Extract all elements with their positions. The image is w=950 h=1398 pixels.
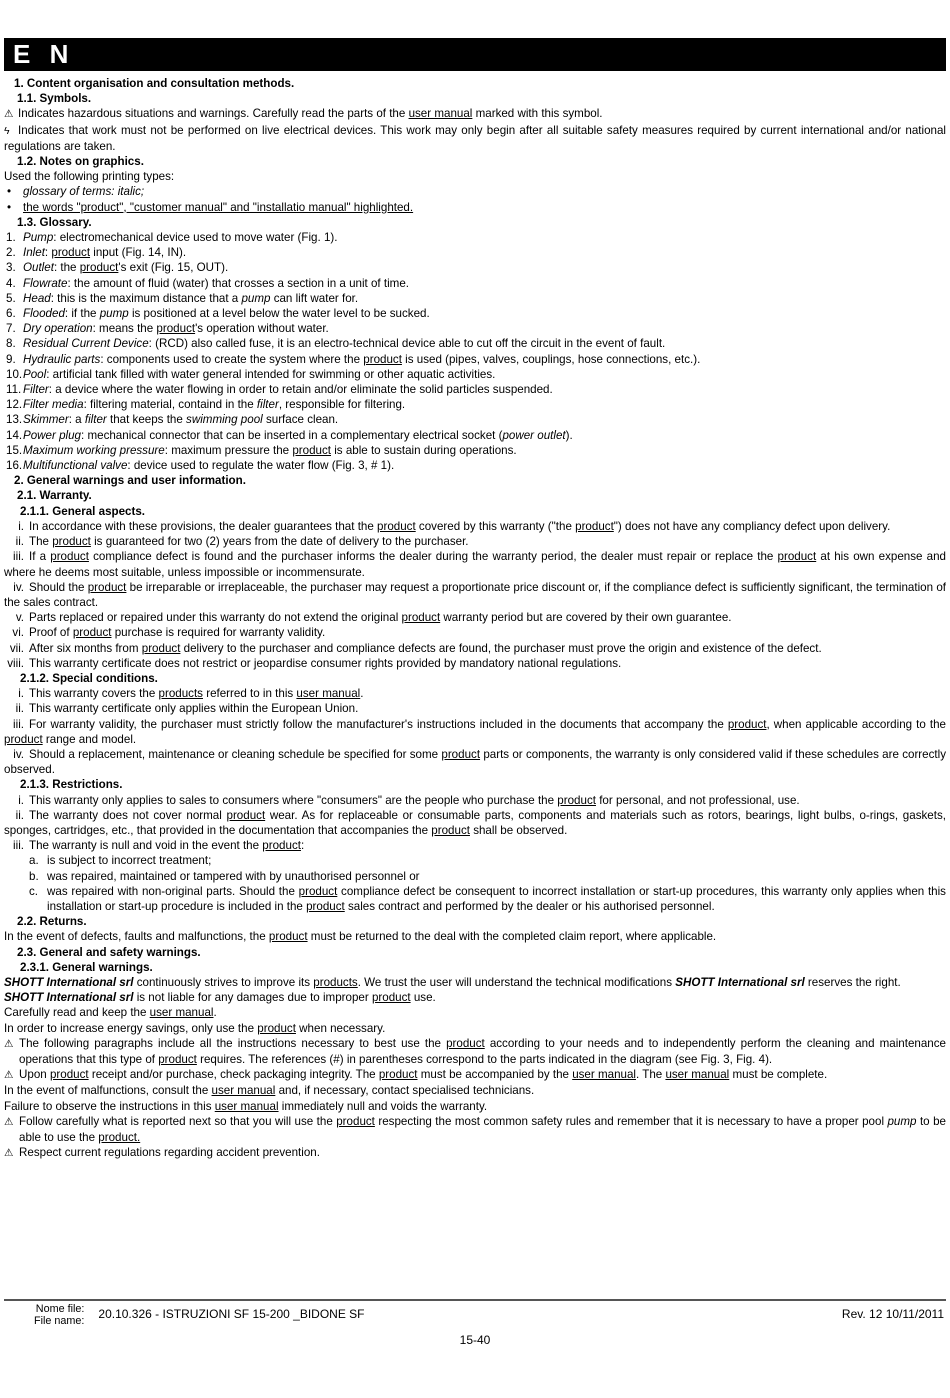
- bullet-icon: •: [7, 185, 12, 199]
- text-run: .: [360, 687, 364, 701]
- text-run: product: [141, 641, 181, 655]
- list-item: [4, 291, 946, 306]
- section-heading: [4, 154, 946, 169]
- text-run: compliance defect be consequent to incorrect installation or start-up procedures, this warranty only applies when this installation or start-up procedure is included in the: [47, 884, 946, 913]
- list-item: [4, 184, 946, 199]
- list-item: [4, 808, 946, 838]
- text-run: user manual: [408, 107, 473, 121]
- text-run: Filter media: [23, 398, 84, 412]
- text-run: that keeps the: [106, 413, 187, 427]
- text-run: 2.3.1. General warnings.: [20, 960, 153, 974]
- list-marker: 6.: [6, 307, 16, 321]
- list-marker: ii.: [15, 702, 24, 716]
- warning-triangle-icon: ⚠: [4, 1147, 14, 1160]
- section-heading: [4, 914, 946, 929]
- list-item: [4, 869, 946, 884]
- text-run: 2.1.1. General aspects.: [20, 504, 146, 518]
- list-marker: c.: [29, 884, 39, 898]
- list-item: [4, 412, 946, 427]
- text-run: is guaranteed for two (2) years from the date of delivery to the purchaser.: [90, 535, 469, 549]
- list-item: [4, 397, 946, 412]
- list-item: [4, 382, 946, 397]
- text-run: must be complete.: [729, 1068, 828, 1082]
- text-run: product: [377, 519, 416, 533]
- list-item: [4, 306, 946, 321]
- text-run: according to your needs and to independently perform the cleaning and maintenance operations that this type of: [19, 1036, 946, 1066]
- list-marker: vi.: [12, 626, 24, 640]
- text-run: product: [446, 1036, 485, 1050]
- text-run: SHOTT International srl: [4, 975, 134, 989]
- text-run: Failure to observe the instructions in this: [4, 1099, 215, 1113]
- file-label-italian: Nome file:: [35, 1303, 85, 1315]
- text-run: product: [51, 246, 91, 260]
- list-marker: iii.: [13, 550, 24, 564]
- text-run: product: [292, 443, 331, 457]
- text-run: : if the: [64, 307, 100, 321]
- text-run: marked with this symbol.: [472, 107, 603, 121]
- text-run: Hydraulic parts: [23, 352, 101, 366]
- list-marker: 10.: [6, 367, 23, 381]
- text-run: immediately null and voids the warranty.: [278, 1099, 488, 1113]
- text-run: can lift water for.: [270, 291, 359, 305]
- warning-paragraph: [4, 1145, 946, 1161]
- list-item: [4, 230, 946, 245]
- text-run: Multifunctional valve: [23, 459, 128, 473]
- text-run: wear. As for replaceable or consumable parts, components and materials such as rotors, bearings, light bulbs, o-rings, gaskets, sponges, cartridges, etc., that provided in the documentation that accompanies the: [4, 808, 946, 837]
- section-heading: [4, 76, 946, 91]
- text-run: Inlet: [23, 246, 45, 260]
- text-run: must be accompanied by the: [417, 1068, 573, 1082]
- list-item: [4, 458, 946, 473]
- text-run: product: [777, 550, 817, 564]
- file-name: 20.10.326 - ISTRUZIONI SF 15-200 _BIDONE SF: [98, 1307, 365, 1322]
- list-marker: i.: [18, 793, 24, 807]
- text-run: product: [49, 1068, 89, 1082]
- text-run: Flowrate: [23, 276, 68, 290]
- text-run: product: [262, 839, 301, 853]
- text-run: warranty period but are covered by their own guarantee.: [440, 611, 732, 625]
- text-run: input (Fig. 14, IN).: [90, 246, 187, 260]
- list-marker: i.: [18, 687, 24, 701]
- text-run: Head: [23, 291, 51, 305]
- manual-page: [0, 38, 950, 1347]
- list-item: [4, 610, 946, 625]
- list-marker: iii.: [13, 839, 24, 853]
- text-run: product: [431, 823, 470, 837]
- text-run: 's exit (Fig. 15, OUT).: [118, 261, 229, 275]
- text-run: at his own expense and where he deems most suitable, unless impossible or incommensurate.: [4, 550, 947, 579]
- text-run: After six months from: [29, 641, 142, 655]
- section-heading: [4, 504, 946, 519]
- list-marker: iii.: [13, 717, 24, 731]
- text-run: user manual: [665, 1068, 730, 1082]
- text-run: Upon: [19, 1068, 50, 1082]
- list-marker: i.: [18, 519, 24, 533]
- list-marker: iv.: [13, 747, 24, 761]
- text-run: swimming pool: [186, 413, 263, 427]
- text-run: : a device where the water flowing in order to retain and/or eliminate the solid particles suspended.: [48, 383, 553, 397]
- text-run: product: [557, 793, 596, 807]
- paragraph: [4, 1021, 946, 1036]
- section-heading: [4, 91, 946, 106]
- text-run: requires. The references (#) in parentheses correspond to the parts indicated in the diagram (see Fig. 3, Fig. 4).: [196, 1053, 773, 1066]
- text-run: reserves the right.: [804, 975, 901, 989]
- list-item: [4, 625, 946, 640]
- bullet-icon: •: [7, 200, 12, 214]
- list-item: [4, 200, 946, 215]
- text-run: This warranty only applies to sales to consumers where "consumers" are the people who purchase the: [29, 793, 558, 807]
- text-run: product: [52, 535, 91, 549]
- list-item: [4, 686, 946, 701]
- text-run: is positioned at a level below the water level to be sucked.: [128, 307, 430, 321]
- file-labels: [34, 1303, 84, 1327]
- page-number: 15-40: [459, 1333, 491, 1347]
- text-run: :: [300, 839, 305, 853]
- text-run: 2.1.2. Special conditions.: [20, 671, 158, 685]
- text-run: : maximum pressure the: [164, 443, 293, 457]
- text-run: : this is the maximum distance that a: [50, 291, 242, 305]
- text-run: when necessary.: [295, 1021, 386, 1035]
- text-run: pump: [887, 1114, 917, 1128]
- warning-paragraph: [4, 1114, 946, 1145]
- text-run: sales contract and performed by the dealer or his authorised personnel.: [344, 899, 715, 913]
- text-run: Residual Current Device: [23, 337, 149, 351]
- text-run: range and model.: [42, 732, 137, 746]
- section-heading: [4, 960, 946, 975]
- list-item: [4, 443, 946, 458]
- text-run: receipt and/or purchase, check packaging integrity. The: [88, 1068, 379, 1082]
- paragraph: [4, 975, 946, 990]
- text-run: product: [87, 580, 127, 594]
- text-run: product: [268, 930, 308, 944]
- language-header-bar: [4, 38, 946, 71]
- section-heading: [4, 945, 946, 960]
- text-run: : device used to regulate the water flow (Fig. 3, # 1).: [127, 459, 395, 473]
- text-run: product: [257, 1021, 296, 1035]
- document-body: [4, 76, 946, 1161]
- list-marker: vii.: [9, 641, 24, 655]
- warning-triangle-icon: ⚠: [4, 1115, 14, 1128]
- text-run: purchase is required for warranty validity.: [111, 626, 326, 640]
- text-run: user manual: [296, 687, 361, 701]
- text-run: delivery to the purchaser and compliance defects are found, the purchaser must prove the origin and existence of the defect.: [180, 641, 822, 655]
- file-label-english: File name:: [34, 1315, 85, 1327]
- section-heading: [4, 473, 946, 488]
- text-run: , when applicable according to the: [766, 717, 946, 731]
- list-item: [4, 260, 946, 275]
- text-run: respecting the most common safety rules and remember that it is necessary to have a proper pool: [374, 1114, 888, 1128]
- warning-paragraph: [4, 123, 946, 154]
- text-run: This warranty covers the: [29, 687, 159, 701]
- text-run: In order to increase energy savings, only use the: [4, 1021, 258, 1035]
- text-run: ") does not have any compliancy defect upon delivery.: [613, 519, 891, 533]
- paragraph: [4, 929, 946, 944]
- list-marker: ii.: [15, 535, 24, 549]
- list-marker: 15.: [6, 443, 23, 457]
- list-marker: v.: [15, 611, 24, 625]
- list-item: [4, 793, 946, 808]
- text-run: product: [363, 352, 402, 366]
- text-run: be irreparable or irreplaceable, the purchaser may request a proportionate price discount or, if the compliance defect is sufficiently significant, the termination of the sales contract.: [4, 580, 946, 609]
- electrical-hazard-icon: ϟ: [4, 124, 10, 137]
- text-run: pump: [241, 291, 271, 305]
- text-run: filter: [84, 413, 107, 427]
- text-run: In accordance with these provisions, the dealer guarantees that the: [29, 519, 378, 533]
- section-heading: [4, 671, 946, 686]
- text-run: 1. Content organisation and consultation methods.: [14, 77, 295, 90]
- text-run: In the event of malfunctions, consult the: [4, 1084, 212, 1098]
- text-run: Carefully read and keep the: [4, 1006, 150, 1020]
- text-run: compliance defect is found and the purchaser informs the dealer during the warranty period, the dealer must repair or replace the: [88, 550, 778, 564]
- text-run: was repaired with non-original parts. Should the: [47, 884, 299, 898]
- language-label: E N: [13, 39, 75, 69]
- text-run: product: [79, 261, 119, 275]
- list-marker: ii.: [15, 808, 24, 822]
- list-marker: 11.: [6, 383, 22, 397]
- list-marker: 1.: [6, 231, 16, 245]
- text-run: and, if necessary, contact specialised technicians.: [275, 1084, 535, 1098]
- text-run: shall be observed.: [469, 823, 568, 837]
- text-run: to be able to use the: [19, 1114, 946, 1145]
- warning-triangle-icon: ⚠: [4, 108, 14, 121]
- text-run: for personal, and not professional, use.: [595, 793, 800, 807]
- text-run: Flooded: [23, 307, 65, 321]
- text-run: covered by this warranty ("the: [415, 519, 576, 533]
- list-marker: 3.: [6, 261, 16, 275]
- text-run: parts or components, the warranty is only considered valid if these schedules are correctly observed.: [4, 747, 946, 777]
- text-run: product: [72, 626, 112, 640]
- revision-label: Rev. 12 10/11/2011: [841, 1307, 944, 1322]
- text-run: The following paragraphs include all the instructions necessary to best use the: [19, 1036, 447, 1050]
- text-run: is able to sustain during operations.: [331, 443, 517, 457]
- text-run: : the: [53, 261, 80, 275]
- text-run: filter: [256, 398, 279, 412]
- text-run: Pump: [23, 231, 54, 245]
- paragraph: [4, 169, 946, 184]
- text-run: user manual: [214, 1099, 279, 1113]
- text-run: ).: [565, 428, 573, 442]
- list-item: [4, 838, 946, 853]
- text-run: Parts replaced or repaired under this warranty do not extend the original: [29, 611, 402, 625]
- list-marker: 13.: [6, 413, 23, 427]
- list-item: [4, 884, 946, 914]
- text-run: 2.1. Warranty.: [17, 489, 92, 503]
- text-run: 2.1.3. Restrictions.: [20, 778, 123, 792]
- list-marker: viii.: [7, 656, 24, 670]
- text-run: product: [727, 717, 767, 731]
- text-run: , responsible for filtering.: [278, 398, 406, 412]
- list-marker: 12.: [6, 398, 23, 412]
- warning-triangle-icon: ⚠: [4, 1069, 14, 1082]
- text-run: : the amount of fluid (water) that crosses a section in a unit of time.: [67, 276, 410, 290]
- text-run: Pool: [23, 367, 47, 381]
- text-run: . The: [636, 1068, 666, 1082]
- text-run: SHOTT International srl: [4, 991, 134, 1005]
- warning-triangle-icon: ⚠: [4, 1037, 14, 1050]
- list-item: [4, 428, 946, 443]
- text-run: Respect current regulations regarding accident prevention.: [19, 1146, 320, 1160]
- list-item: [4, 853, 946, 868]
- list-item: [4, 656, 946, 671]
- text-run: : mechanical connector that can be inserted in a complementary electrical socket (: [81, 428, 503, 442]
- text-run: is not liable for any damages due to improper: [133, 991, 372, 1005]
- text-run: product: [4, 732, 43, 746]
- text-run: Used the following printing types:: [4, 170, 175, 184]
- text-run: Filter: [23, 383, 49, 397]
- text-run: product: [50, 550, 89, 564]
- list-item: [4, 519, 946, 534]
- text-run: : means the: [92, 322, 157, 336]
- text-run: referred to in this: [202, 687, 297, 701]
- text-run: Proof of: [29, 626, 73, 640]
- list-marker: a.: [29, 854, 39, 868]
- text-run: product: [158, 1053, 197, 1066]
- text-run: power outlet: [502, 428, 566, 442]
- list-marker: 9.: [6, 352, 16, 366]
- text-run: product: [575, 519, 614, 533]
- text-run: 2.3. General and safety warnings.: [17, 945, 201, 959]
- text-run: 2. General warnings and user information.: [14, 474, 246, 488]
- text-run: product: [441, 747, 481, 761]
- text-run: 1.3. Glossary.: [17, 215, 92, 229]
- text-run: In the event of defects, faults and malfunctions, the: [4, 930, 269, 944]
- text-run: : a: [68, 413, 85, 427]
- text-run: user manual: [211, 1084, 276, 1098]
- text-run: surface clean.: [262, 413, 339, 427]
- text-run: : (RCD) also called fuse, it is an electro-technical device able to cut off the circuit in the event of fault.: [148, 337, 666, 351]
- text-run: Should the: [29, 580, 88, 594]
- list-item: [4, 367, 946, 382]
- text-run: SHOTT International srl: [675, 975, 805, 989]
- text-run: : artificial tank filled with water general intended for swimming or other aquatic activities.: [46, 367, 496, 381]
- text-run: products: [158, 687, 203, 701]
- text-run: Indicates hazardous situations and warnings. Carefully read the parts of the: [18, 107, 409, 121]
- text-run: products: [313, 975, 358, 989]
- list-item: [4, 352, 946, 367]
- list-marker: iv.: [13, 580, 24, 594]
- list-marker: 4.: [6, 276, 16, 290]
- text-run: If a: [29, 550, 51, 564]
- list-item: [4, 534, 946, 549]
- list-item: [4, 701, 946, 716]
- list-item: [4, 276, 946, 291]
- list-item: [4, 641, 946, 656]
- text-run: was repaired, maintained or tampered with by unauthorised personnel or: [47, 869, 420, 883]
- text-run: product: [306, 899, 345, 913]
- text-run: product: [378, 1068, 418, 1082]
- list-marker: 2.: [6, 246, 16, 260]
- text-run: Power plug: [23, 428, 82, 442]
- text-run: Skimmer: [23, 413, 69, 427]
- paragraph: [4, 1083, 946, 1098]
- paragraph: [4, 990, 946, 1005]
- text-run: use.: [410, 991, 436, 1005]
- section-heading: [4, 777, 946, 792]
- list-marker: 14.: [6, 428, 23, 442]
- text-run: product: [226, 808, 266, 822]
- list-item: [4, 549, 946, 579]
- list-marker: 8.: [6, 337, 16, 351]
- text-run: This warranty certificate only applies within the European Union.: [29, 702, 359, 716]
- list-marker: 5.: [6, 291, 16, 305]
- text-run: product: [298, 884, 338, 898]
- text-run: Indicates that work must not be performed on live electrical devices. This work may only begin after all suitable safety measures required by current international and/or national regulations are taken.: [4, 123, 946, 153]
- text-run: : filtering material, containd in the: [83, 398, 257, 412]
- section-heading: [4, 215, 946, 230]
- text-run: 1.1. Symbols.: [17, 92, 92, 106]
- list-item: [4, 717, 946, 747]
- list-item: [4, 245, 946, 260]
- text-run: user manual: [572, 1068, 636, 1082]
- text-run: Maximum working pressure: [23, 443, 165, 457]
- warning-paragraph: [4, 1067, 946, 1083]
- text-run: 's operation without water.: [195, 322, 329, 336]
- paragraph: [4, 1005, 946, 1020]
- text-run: is subject to incorrect treatment;: [47, 854, 212, 868]
- text-run: .: [213, 1006, 217, 1020]
- list-marker: 7.: [6, 322, 16, 336]
- text-run: pump: [99, 307, 129, 321]
- text-run: 1.2. Notes on graphics.: [17, 155, 144, 169]
- list-item: [4, 336, 946, 351]
- list-marker: 16.: [6, 459, 23, 473]
- text-run: The: [29, 535, 53, 549]
- text-run: product: [156, 322, 196, 336]
- text-run: product.: [98, 1131, 141, 1145]
- text-run: Outlet: [23, 261, 54, 275]
- text-run: This warranty certificate does not restrict or jeopardise consumer rights provided by mandatory national regulations.: [29, 656, 622, 670]
- text-run: the words "product", "customer manual" and "installatio manual" highlighted.: [23, 200, 414, 214]
- text-run: The warranty does not cover normal: [29, 808, 227, 822]
- text-run: Dry operation: [23, 322, 93, 336]
- text-run: continuously strives to improve its: [133, 975, 314, 989]
- paragraph: [4, 1099, 946, 1114]
- text-run: . We trust the user will understand the technical modifications: [357, 975, 676, 989]
- list-item: [4, 747, 946, 777]
- list-marker: b.: [29, 869, 39, 883]
- text-run: must be returned to the deal with the completed claim report, where applicable.: [307, 930, 717, 944]
- text-run: For warranty validity, the purchaser must strictly follow the manufacturer's instructions included in the documents that accompany the: [29, 717, 728, 731]
- list-item: [4, 580, 946, 610]
- text-run: : components used to create the system where the: [100, 352, 364, 366]
- warning-paragraph: [4, 106, 946, 122]
- section-heading: [4, 488, 946, 503]
- text-run: Should a replacement, maintenance or cleaning schedule be specified for some: [29, 747, 442, 761]
- footer-row: [4, 1301, 946, 1327]
- text-run: The warranty is null and void in the event the: [29, 839, 263, 853]
- text-run: user manual: [149, 1006, 214, 1020]
- text-run: glossary of terms: italic;: [23, 185, 145, 199]
- text-run: 2.2. Returns.: [17, 915, 87, 929]
- text-run: :: [44, 246, 52, 260]
- warning-paragraph: [4, 1036, 946, 1067]
- text-run: : electromechanical device used to move water (Fig. 1).: [53, 231, 338, 245]
- text-run: is used (pipes, valves, couplings, hose connections, etc.).: [401, 352, 701, 366]
- text-run: product: [401, 611, 441, 625]
- page-footer: [4, 1299, 946, 1348]
- list-item: [4, 321, 946, 336]
- text-run: Follow carefully what is reported next so that you will use the: [19, 1114, 337, 1128]
- text-run: product: [336, 1114, 375, 1128]
- text-run: product: [371, 991, 411, 1005]
